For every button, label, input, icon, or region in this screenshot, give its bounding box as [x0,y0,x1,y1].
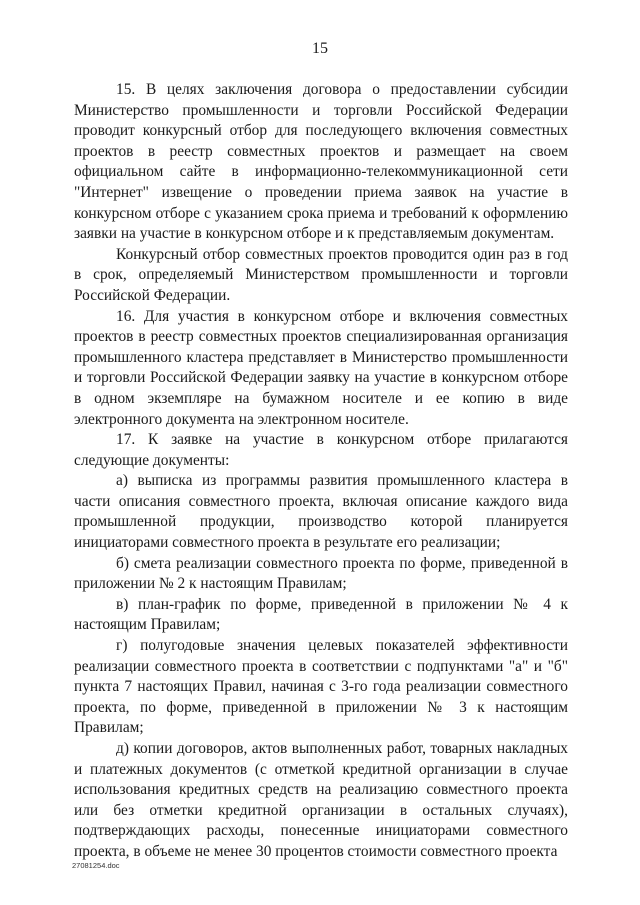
list-item-a: а) выписка из программы развития промышленного кластера в части описания совместного проекта, включая описание каждого вида промышленной продукции, производство которой планируется инициаторами совместного проекта в результате его реализации; [74,472,568,552]
list-item-d: д) копии договоров, актов выполненных работ, товарных накладных и платежных документов (с отметкой кредитной организации в случае использования кредитных средств на реализацию совместного проекта или без отметки кредитной организации в остальных случаях), подтверждающих расходы, понесенные инициаторами совместного проекта, в объеме не менее 30 процентов стоимости совместного проекта [74,740,568,860]
paragraph-15: 15. В целях заключения договора о предоставлении субсидии Министерство промышленности и торговли Российской Федерации проводит конкурсный отбор для последующего включения совместных проектов в реестр совместных проектов и размещает на своем официальном сайте в информационно-телекоммуникационной сети "Интернет" извещение о проведении приема заявок на участие в конкурсном отборе с указанием срока приема и требований к оформлению заявки на участие в конкурсном отборе и к представляемым документам. [74,81,568,243]
page-number: 15 [312,40,328,57]
list-item-b: б) смета реализации совместного проекта по форме, приведенной в приложении № 2 к настоящим Правилам; [74,554,568,593]
document-body [74,80,568,863]
paragraph-16: 16. Для участия в конкурсном отборе и включения совместных проектов в реестр совместных проектов специализированная организация промышленного кластера представляет в Министерство промышленности и торговли Российской Федерации заявку на участие в конкурсном отборе в одном экземпляре на бумажном носителе и ее копию в виде электронного документа на электронном носителе. [74,307,568,428]
file-name-footer: 27081254.doc [72,861,120,870]
list-item-v: в) план-график по форме, приведенной в приложении № 4 к настоящим Правилам; [74,595,568,634]
paragraph-selection-frequency: Конкурсный отбор совместных проектов проводится один раз в год в срок, определяемый Министерством промышленности и торговли Российской Федерации. [74,245,568,304]
paragraph-17: 17. К заявке на участие в конкурсном отборе прилагаются следующие документы: [74,431,568,469]
list-item-g: г) полугодовые значения целевых показателей эффективности реализации совместного проекта в соответствии с подпунктами "а" и "б" пункта 7 настоящих Правил, начиная с 3-го года реализации совместного проекта, по форме, приведенной в приложении № 3 к настоящим Правилам; [74,637,568,737]
